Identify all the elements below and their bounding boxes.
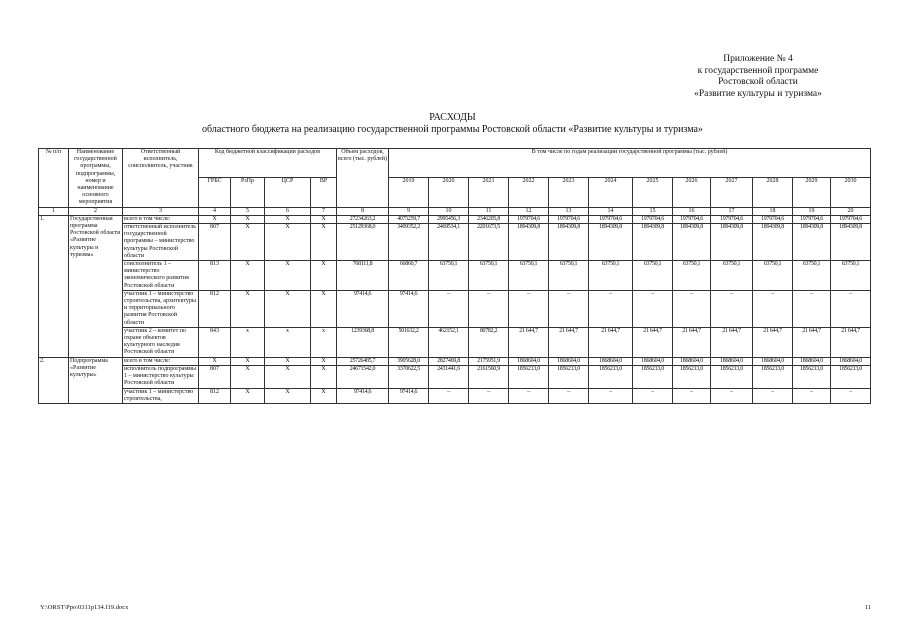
grbs-cell: 807	[199, 224, 231, 261]
year-value-cell: 1856213,0	[793, 365, 831, 388]
csr-cell: х	[265, 327, 311, 357]
year-value-cell: 2431441,6	[429, 365, 469, 388]
year-value-cell: 63750,1	[673, 261, 711, 291]
year-value-cell: 97414,6	[389, 290, 429, 327]
column-number: 19	[793, 207, 831, 215]
year-value-cell: 21 644,7	[509, 327, 549, 357]
year-value-cell: 1894309,8	[831, 224, 871, 261]
rzpr-cell: X	[231, 365, 265, 388]
total-cell: 768111,8	[337, 261, 389, 291]
expenses-table	[38, 148, 871, 404]
year-value-cell: –	[509, 290, 549, 327]
header-year: 2020	[429, 178, 469, 207]
year-value-cell: 2346205,8	[469, 215, 509, 223]
executor-cell: участник 2 – комитет по охране объектов культурного наследия Ростовской области	[123, 327, 199, 357]
rzpr-cell: X	[231, 388, 265, 403]
year-value-cell: –	[589, 388, 633, 403]
header-year: 2026	[673, 178, 711, 207]
year-value-cell: 63750,1	[589, 261, 633, 291]
vr-cell: X	[311, 388, 337, 403]
year-value-cell: –	[753, 290, 793, 327]
year-value-cell: 3905628,0	[389, 357, 429, 365]
vr-cell: X	[311, 215, 337, 223]
year-value-cell: 1868604,0	[589, 357, 633, 365]
year-value-cell: 63750,1	[831, 261, 871, 291]
header-year: 2021	[469, 178, 509, 207]
year-value-cell: 1979704,6	[589, 215, 633, 223]
executor-cell: всего в том числе:	[123, 357, 199, 365]
year-value-cell: –	[711, 290, 753, 327]
column-number: 1	[39, 207, 69, 215]
total-cell: 25726485,7	[337, 357, 389, 365]
year-value-cell: 63750,1	[469, 261, 509, 291]
column-number: 9	[389, 207, 429, 215]
csr-cell: X	[265, 388, 311, 403]
total-cell: 97414,6	[337, 388, 389, 403]
vr-cell: х	[311, 327, 337, 357]
grbs-cell: 813	[199, 261, 231, 291]
column-number: 3	[123, 207, 199, 215]
year-value-cell: –	[753, 388, 793, 403]
year-value-cell: –	[673, 290, 711, 327]
header-grbs: ГРБС	[199, 178, 231, 207]
year-value-cell: 80782,2	[469, 327, 509, 357]
table-row	[39, 261, 871, 291]
appendix-line: к государственной программе	[697, 65, 819, 76]
column-number: 12	[509, 207, 549, 215]
executor-cell: исполнитель подпрограммы 1 – министерство культуры Ростовской области	[123, 365, 199, 388]
year-value-cell: 1979704,6	[753, 215, 793, 223]
header-year: 2027	[711, 178, 753, 207]
executor-cell: всего в том числе:	[123, 215, 199, 223]
column-number: 14	[589, 207, 633, 215]
header-year: 2029	[793, 178, 831, 207]
year-value-cell: 1894309,8	[793, 224, 831, 261]
year-value-cell: 2201673,5	[469, 224, 509, 261]
grbs-cell: 812	[199, 388, 231, 403]
appendix-line: Приложение № 4	[723, 54, 793, 64]
year-value-cell: 1868604,0	[509, 357, 549, 365]
document-title	[0, 112, 905, 136]
program-name: Государственная программа Ростовской области «Развитие культуры и туризма»	[69, 215, 123, 357]
year-value-cell: 63750,1	[711, 261, 753, 291]
rzpr-cell: X	[231, 261, 265, 291]
year-value-cell: –	[831, 290, 871, 327]
year-value-cell: –	[549, 388, 589, 403]
executor-cell: участник 1 – министерство строительства, архитектуры и территориального развития Ростовской области	[123, 290, 199, 327]
year-value-cell: 1856213,0	[673, 365, 711, 388]
csr-cell: X	[265, 215, 311, 223]
header-year: 2030	[831, 178, 871, 207]
year-value-cell: 1868604,0	[549, 357, 589, 365]
total-cell: 97414,6	[337, 290, 389, 327]
total-cell: 25129368,0	[337, 224, 389, 261]
year-value-cell: 3409352,2	[389, 224, 429, 261]
rzpr-cell: X	[231, 357, 265, 365]
header-csr: ЦСР	[265, 178, 311, 207]
year-value-cell: 1979704,6	[793, 215, 831, 223]
vr-cell: X	[311, 365, 337, 388]
header-row	[39, 149, 871, 178]
year-value-cell: 1979704,6	[549, 215, 589, 223]
year-value-cell: 21 644,7	[711, 327, 753, 357]
year-value-cell: 4075259,7	[389, 215, 429, 223]
row-number: 1.	[39, 215, 69, 357]
year-value-cell: 63750,1	[549, 261, 589, 291]
file-path: Y:\ORST\Ppo\0311p134.f19.docx	[40, 604, 129, 611]
header-year: 2024	[589, 178, 633, 207]
year-value-cell: 2827469,8	[429, 357, 469, 365]
column-number: 20	[831, 207, 871, 215]
executor-cell: соисполнитель 1 – министерство экономического развития Ростовской области	[123, 261, 199, 291]
header-name: Наименование государственной программы, подпрограммы, номер и наименование основного мероприятия	[69, 149, 123, 208]
page-number: 11	[864, 604, 871, 611]
total-cell: 1239368,8	[337, 327, 389, 357]
rzpr-cell: х	[231, 327, 265, 357]
year-value-cell: 1868604,0	[753, 357, 793, 365]
year-value-cell: 1856213,0	[633, 365, 673, 388]
header-years-group: В том числе по годам реализации государственной программы (тыс. рублей)	[389, 149, 871, 178]
year-value-cell: 1979704,6	[509, 215, 549, 223]
year-value-cell: –	[469, 290, 509, 327]
year-value-cell: 1894309,8	[509, 224, 549, 261]
year-value-cell: –	[711, 388, 753, 403]
year-value-cell: 1894309,8	[589, 224, 633, 261]
column-number: 18	[753, 207, 793, 215]
year-value-cell: 2995456,3	[429, 215, 469, 223]
year-value-cell: –	[831, 388, 871, 403]
csr-cell: X	[265, 290, 311, 327]
year-value-cell: 21 644,7	[753, 327, 793, 357]
grbs-cell: 843	[199, 327, 231, 357]
year-value-cell: 21 644,7	[673, 327, 711, 357]
year-value-cell: 1868604,0	[633, 357, 673, 365]
header-year: 2025	[633, 178, 673, 207]
year-value-cell: 1894309,8	[549, 224, 589, 261]
appendix-line: Ростовской области	[718, 77, 798, 87]
header-rzpr: РзПр	[231, 178, 265, 207]
executor-cell: участник 1 – министерство строительства,	[123, 388, 199, 403]
year-value-cell: 1894309,8	[711, 224, 753, 261]
year-value-cell: 1894309,8	[673, 224, 711, 261]
csr-cell: X	[265, 224, 311, 261]
year-value-cell: 2469534,1	[429, 224, 469, 261]
total-cell: 27234263,2	[337, 215, 389, 223]
year-value-cell: –	[549, 290, 589, 327]
column-number: 4	[199, 207, 231, 215]
year-value-cell: 1894309,8	[633, 224, 673, 261]
year-value-cell: 63750,1	[633, 261, 673, 291]
row-number: 2.	[39, 357, 69, 403]
year-value-cell: 1979704,6	[633, 215, 673, 223]
year-value-cell: 1894309,8	[753, 224, 793, 261]
year-value-cell: –	[509, 388, 549, 403]
year-value-cell: –	[633, 388, 673, 403]
year-value-cell: 21 644,7	[831, 327, 871, 357]
column-number: 16	[673, 207, 711, 215]
header-year: 2023	[549, 178, 589, 207]
table-row	[39, 357, 871, 365]
year-value-cell: 21 644,7	[793, 327, 831, 357]
year-value-cell: 63750,1	[753, 261, 793, 291]
year-value-cell: 501632,2	[389, 327, 429, 357]
executor-cell: ответственный исполнитель государственной программы – министерство культуры Ростовской области	[123, 224, 199, 261]
column-number: 13	[549, 207, 589, 215]
grbs-cell: 807	[199, 365, 231, 388]
vr-cell: X	[311, 261, 337, 291]
year-value-cell: –	[589, 290, 633, 327]
year-value-cell: –	[793, 290, 831, 327]
column-number: 8	[337, 207, 389, 215]
table-row	[39, 290, 871, 327]
grbs-cell: X	[199, 215, 231, 223]
table-row	[39, 365, 871, 388]
rzpr-cell: X	[231, 224, 265, 261]
header-executor: Ответственный исполнитель, соисполнитель, участник	[123, 149, 199, 208]
year-value-cell: –	[469, 388, 509, 403]
header-num: № п/п	[39, 149, 69, 208]
year-value-cell: 1856213,0	[831, 365, 871, 388]
csr-cell: X	[265, 365, 311, 388]
year-value-cell: 63750,1	[429, 261, 469, 291]
year-value-cell: 63750,1	[509, 261, 549, 291]
column-number: 15	[633, 207, 673, 215]
year-value-cell: –	[429, 388, 469, 403]
csr-cell: X	[265, 261, 311, 291]
year-value-cell: 2175951,9	[469, 357, 509, 365]
column-number: 2	[69, 207, 123, 215]
year-value-cell: –	[429, 290, 469, 327]
year-value-cell: 1979704,6	[831, 215, 871, 223]
year-value-cell: 1856213,0	[589, 365, 633, 388]
column-number-row	[39, 207, 871, 215]
title-main: РАСХОДЫ	[429, 112, 476, 123]
column-number: 10	[429, 207, 469, 215]
column-number: 5	[231, 207, 265, 215]
year-value-cell: 1868604,0	[793, 357, 831, 365]
year-value-cell: –	[633, 290, 673, 327]
appendix-line: «Развитие культуры и туризма»	[694, 88, 822, 99]
year-value-cell: 462152,1	[429, 327, 469, 357]
year-value-cell: 21 644,7	[633, 327, 673, 357]
column-number: 7	[311, 207, 337, 215]
header-codes: Код бюджетной классификации расходов	[199, 149, 337, 178]
table-row	[39, 388, 871, 403]
title-sub: областного бюджета на реализацию государственной программы Ростовской области «Развитие культуры и туризма»	[202, 124, 703, 135]
header-volume: Объем расходов, всего (тыс. рублей)	[337, 149, 389, 208]
year-value-cell: 1868604,0	[711, 357, 753, 365]
rzpr-cell: X	[231, 290, 265, 327]
year-value-cell: 2161560,9	[469, 365, 509, 388]
vr-cell: X	[311, 290, 337, 327]
year-value-cell: 1979704,6	[711, 215, 753, 223]
year-value-cell: –	[793, 388, 831, 403]
csr-cell: X	[265, 357, 311, 365]
year-value-cell: 1856213,0	[549, 365, 589, 388]
grbs-cell: X	[199, 357, 231, 365]
year-value-cell: 21 644,7	[589, 327, 633, 357]
year-value-cell: –	[673, 388, 711, 403]
year-value-cell: 63750,1	[793, 261, 831, 291]
table-row	[39, 327, 871, 357]
header-year: 2019	[389, 178, 429, 207]
rzpr-cell: X	[231, 215, 265, 223]
vr-cell: X	[311, 224, 337, 261]
year-value-cell: 1868604,0	[831, 357, 871, 365]
column-number: 11	[469, 207, 509, 215]
grbs-cell: 812	[199, 290, 231, 327]
column-number: 17	[711, 207, 753, 215]
year-value-cell: 3370622,5	[389, 365, 429, 388]
year-value-cell: 1856213,0	[509, 365, 549, 388]
year-value-cell: 97414,6	[389, 388, 429, 403]
header-year: 2022	[509, 178, 549, 207]
vr-cell: X	[311, 357, 337, 365]
table-row	[39, 215, 871, 223]
year-value-cell: 1856213,0	[711, 365, 753, 388]
year-value-cell: 1856213,0	[753, 365, 793, 388]
column-number: 6	[265, 207, 311, 215]
year-value-cell: 66860,7	[389, 261, 429, 291]
year-value-cell: 1868604,0	[673, 357, 711, 365]
header-vr: ВР	[311, 178, 337, 207]
total-cell: 24671542,0	[337, 365, 389, 388]
year-value-cell: 1979704,6	[673, 215, 711, 223]
year-value-cell: 21 644,7	[549, 327, 589, 357]
header-year: 2028	[753, 178, 793, 207]
program-name: Подпрограмма «Развитие культуры»	[69, 357, 123, 403]
table-row	[39, 224, 871, 261]
appendix-note	[663, 54, 853, 100]
